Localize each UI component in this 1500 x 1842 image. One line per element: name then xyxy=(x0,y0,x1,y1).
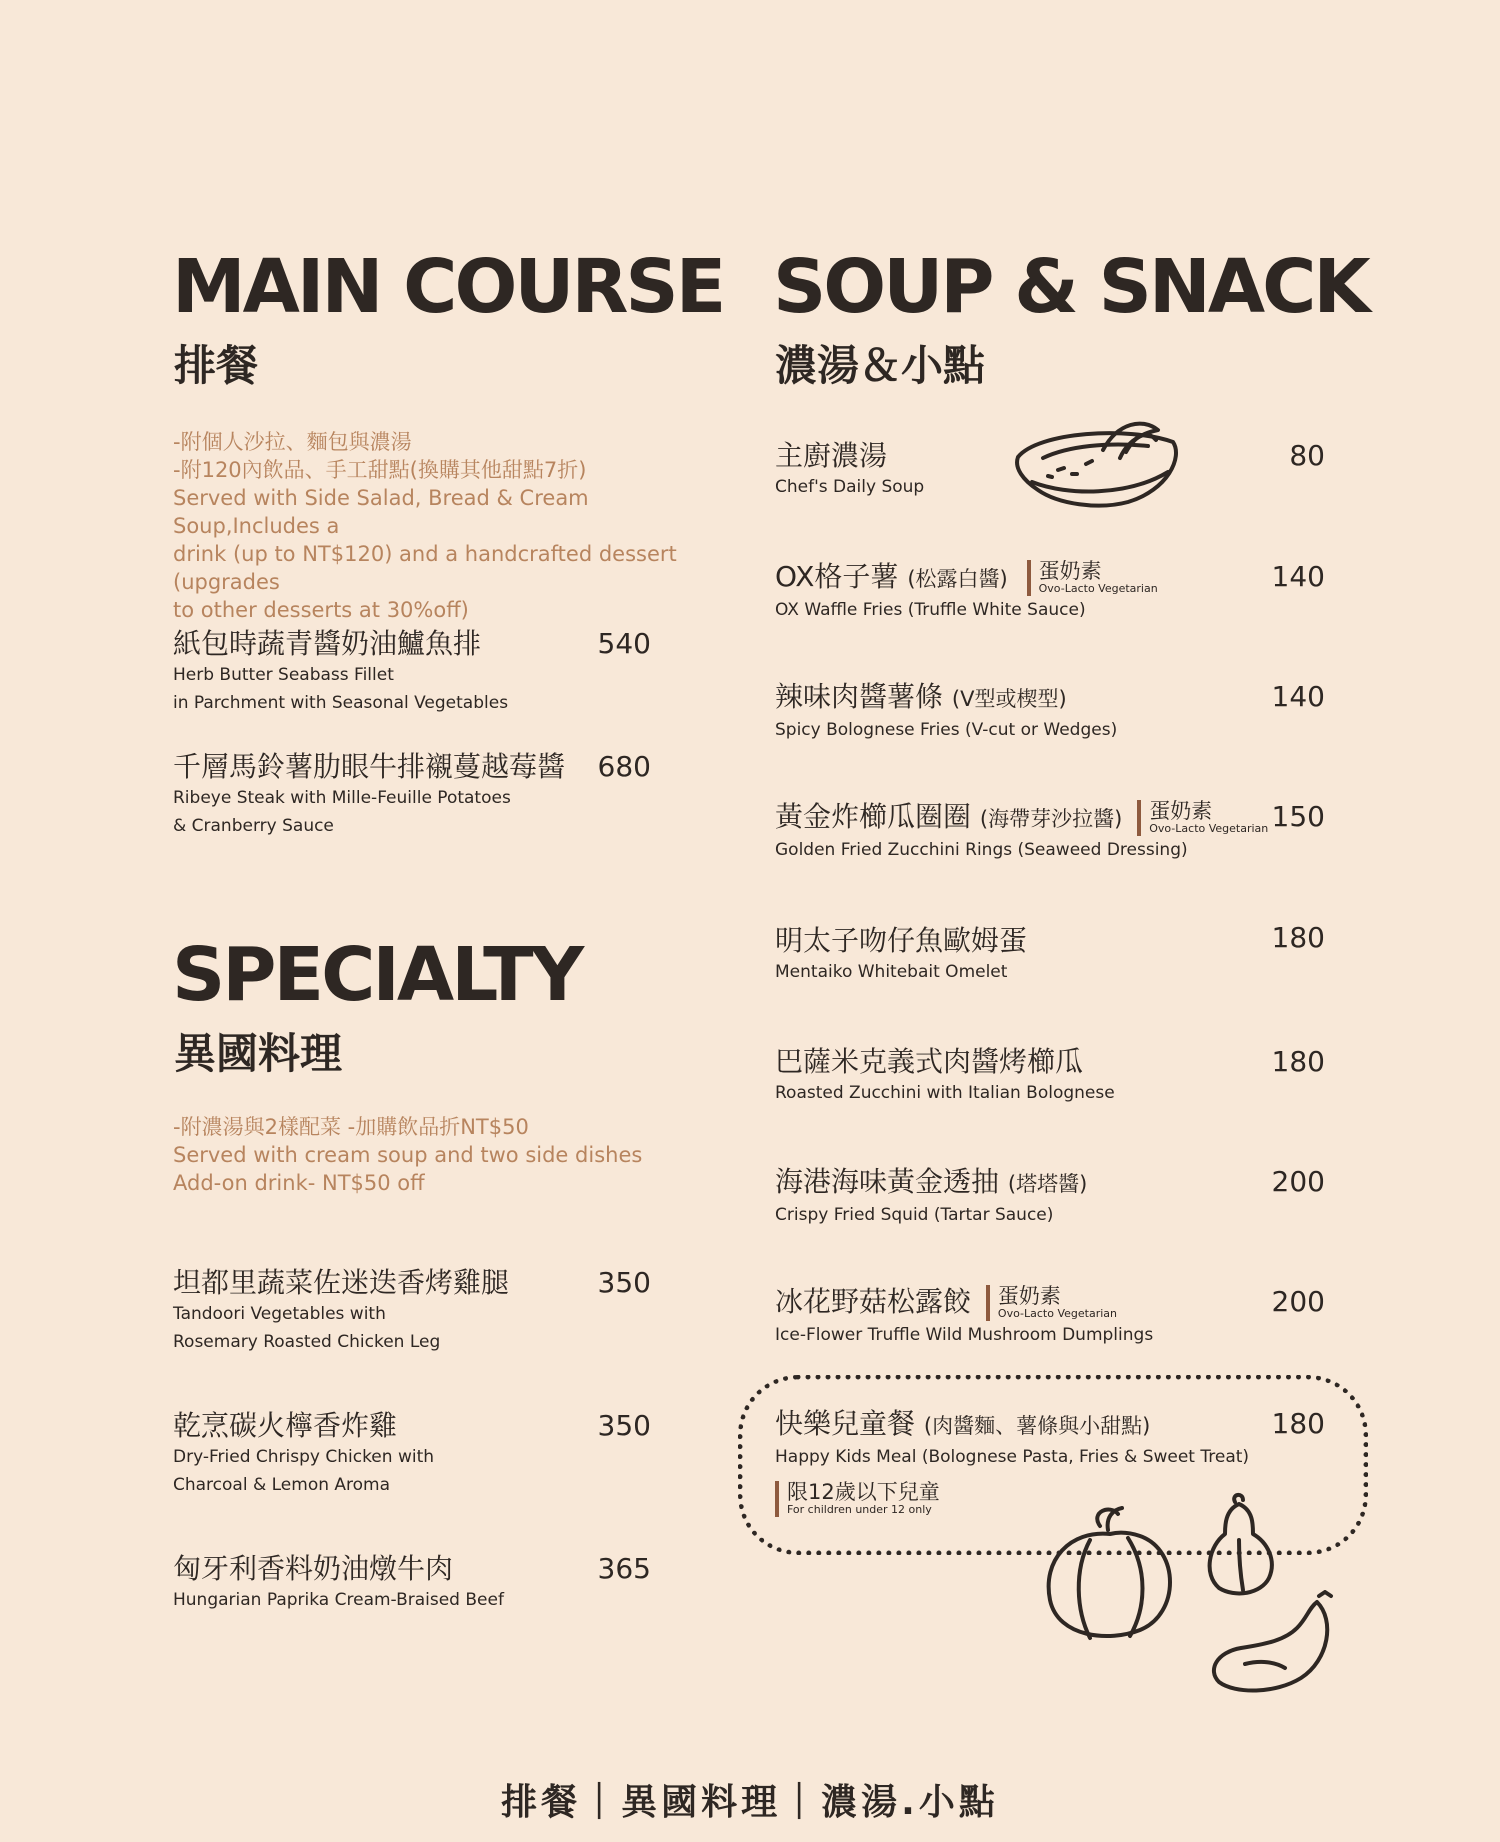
item-name-zh: 紙包時蔬青醬奶油鱸魚排 xyxy=(173,627,482,660)
item-price: 680 xyxy=(597,750,651,783)
item-name-main: 海港海味黃金透抽 xyxy=(775,1165,1008,1198)
tag-zh: 蛋奶素 xyxy=(1149,799,1213,823)
item-price: 80 xyxy=(1289,439,1325,472)
item-price: 150 xyxy=(1271,800,1325,833)
item-name-zh: 乾烹碳火檸香炸雞 xyxy=(173,1409,398,1442)
note-line: Add-on drink- NT$50 off xyxy=(173,1171,425,1195)
main-course-note xyxy=(173,428,733,624)
item-price: 180 xyxy=(1271,921,1325,954)
menu-item xyxy=(173,1409,651,1499)
menu-item xyxy=(775,439,1325,501)
item-name-en: Roasted Zucchini with Italian Bolognese xyxy=(775,1083,1115,1103)
note-line: Served with Side Salad, Bread & Cream Soup,Includes a xyxy=(173,486,589,538)
menu-item xyxy=(173,1552,651,1614)
item-name-main: OX格子薯 xyxy=(775,560,908,593)
item-name-en: Mentaiko Whitebait Omelet xyxy=(775,962,1008,982)
note-line: to other desserts at 30%off) xyxy=(173,598,469,622)
item-name-en: Tandoori Vegetables with xyxy=(173,1304,386,1324)
item-name-en: Crispy Fried Squid (Tartar Sauce) xyxy=(775,1205,1054,1225)
menu-item xyxy=(775,560,1325,624)
item-name-main: 辣味肉醬薯條 xyxy=(775,680,952,713)
item-price: 540 xyxy=(597,627,651,660)
note-line: drink (up to NT$120) and a handcrafted dessert (upgrades xyxy=(173,542,677,594)
age-limit-tag xyxy=(775,1481,940,1517)
footer-nav: 排餐｜異國料理｜濃湯.小點 xyxy=(501,1782,999,1823)
note-line: -附120內飲品、手工甜點(換購其他甜點7折) xyxy=(173,458,587,482)
item-name-zh: 坦都里蔬菜佐迷迭香烤雞腿 xyxy=(173,1266,510,1299)
item-name-en: Chef's Daily Soup xyxy=(775,477,925,497)
item-name-zh: 巴薩米克義式肉醬烤櫛瓜 xyxy=(775,1045,1084,1078)
menu-item xyxy=(775,1285,1325,1349)
item-name-en: Rosemary Roasted Chicken Leg xyxy=(173,1332,441,1352)
pumpkin-icon xyxy=(1030,1490,1190,1650)
main-course-title: MAIN COURSE xyxy=(172,244,724,330)
item-name-en: Spicy Bolognese Fries (V-cut or Wedges) xyxy=(775,720,1118,740)
item-name-en: & Cranberry Sauce xyxy=(173,816,334,836)
menu-item xyxy=(173,627,651,717)
note-line: Served with cream soup and two side dishes xyxy=(173,1143,643,1167)
item-price: 140 xyxy=(1271,680,1325,713)
vegetarian-tag xyxy=(1027,560,1158,596)
item-sauce-note: (海帶芽沙拉醬) xyxy=(979,807,1123,831)
tag-zh: 蛋奶素 xyxy=(1038,559,1102,583)
item-name-en: Golden Fried Zucchini Rings (Seaweed Dressing) xyxy=(775,840,1188,860)
item-name-en: Ribeye Steak with Mille-Feuille Potatoes xyxy=(173,788,511,808)
item-sauce-note: (V型或楔型) xyxy=(951,687,1067,711)
tag-zh: 限12歲以下兒童 xyxy=(787,1480,940,1504)
item-name-en: Ice-Flower Truffle Wild Mushroom Dumplings xyxy=(775,1325,1154,1345)
specialty-subtitle: 異國料理 xyxy=(174,1029,343,1078)
item-price: 180 xyxy=(1271,1045,1325,1078)
item-name-en: Happy Kids Meal (Bolognese Pasta, Fries & Sweet Treat) xyxy=(775,1447,1250,1467)
item-price: 180 xyxy=(1271,1407,1325,1440)
item-name-en: Dry-Fried Chrispy Chicken with xyxy=(173,1447,435,1467)
tag-en: Ovo-Lacto Vegetarian xyxy=(1038,582,1158,595)
item-name-main: 黃金炸櫛瓜圈圈 xyxy=(775,800,980,833)
item-name-main: 冰花野菇松露餃 xyxy=(775,1285,972,1318)
menu-item xyxy=(775,1165,1325,1229)
tag-en: Ovo-Lacto Vegetarian xyxy=(997,1307,1117,1320)
note-line: -附個人沙拉、麵包與濃湯 xyxy=(173,430,412,454)
specialty-title: SPECIALTY xyxy=(172,932,582,1018)
item-name-zh: 主廚濃湯 xyxy=(775,439,888,472)
note-line: -附濃湯與2樣配菜 -加購飲品折NT$50 xyxy=(173,1115,529,1139)
item-name-zh: 千層馬鈴薯肋眼牛排襯蔓越莓醬 xyxy=(173,750,566,783)
menu-item xyxy=(775,921,1325,986)
zucchini-icon xyxy=(1205,1590,1340,1700)
vegetarian-tag xyxy=(986,1285,1117,1321)
tag-en: For children under 12 only xyxy=(787,1503,932,1516)
item-price: 200 xyxy=(1271,1165,1325,1198)
squash-icon xyxy=(1195,1490,1285,1600)
tag-en: Ovo-Lacto Vegetarian xyxy=(1149,822,1269,835)
item-price: 350 xyxy=(597,1409,651,1442)
item-name-main: 快樂兒童餐 xyxy=(775,1407,924,1440)
item-name-zh: 匈牙利香料奶油燉牛肉 xyxy=(173,1552,454,1585)
menu-item xyxy=(173,1266,651,1356)
item-price: 365 xyxy=(597,1552,651,1585)
item-sauce-note: (肉醬麵、薯條與小甜點) xyxy=(923,1414,1151,1438)
item-sauce-note: (松露白醬) xyxy=(907,567,1008,591)
menu-item xyxy=(775,800,1325,864)
item-price: 350 xyxy=(597,1266,651,1299)
item-name-en: OX Waffle Fries (Truffle White Sauce) xyxy=(775,600,1086,620)
item-name-en: Charcoal & Lemon Aroma xyxy=(173,1475,391,1495)
menu-item xyxy=(173,750,651,840)
menu-item xyxy=(775,1045,1325,1107)
main-course-subtitle: 排餐 xyxy=(174,341,259,390)
item-price: 140 xyxy=(1271,560,1325,593)
soup-snack-subtitle: 濃湯＆小點 xyxy=(775,341,986,390)
item-price: 200 xyxy=(1271,1285,1325,1318)
soup-snack-title: SOUP & SNACK xyxy=(773,244,1368,330)
menu-item xyxy=(775,680,1325,744)
specialty-note xyxy=(173,1113,733,1197)
item-name-en: in Parchment with Seasonal Vegetables xyxy=(173,693,509,713)
item-name-zh: 明太子吻仔魚歐姆蛋 xyxy=(775,924,1028,957)
item-name-en: Hungarian Paprika Cream-Braised Beef xyxy=(173,1590,504,1610)
item-name-en: Herb Butter Seabass Fillet xyxy=(173,665,394,685)
tag-zh: 蛋奶素 xyxy=(997,1284,1061,1308)
item-sauce-note: (塔塔醬) xyxy=(1007,1172,1088,1196)
